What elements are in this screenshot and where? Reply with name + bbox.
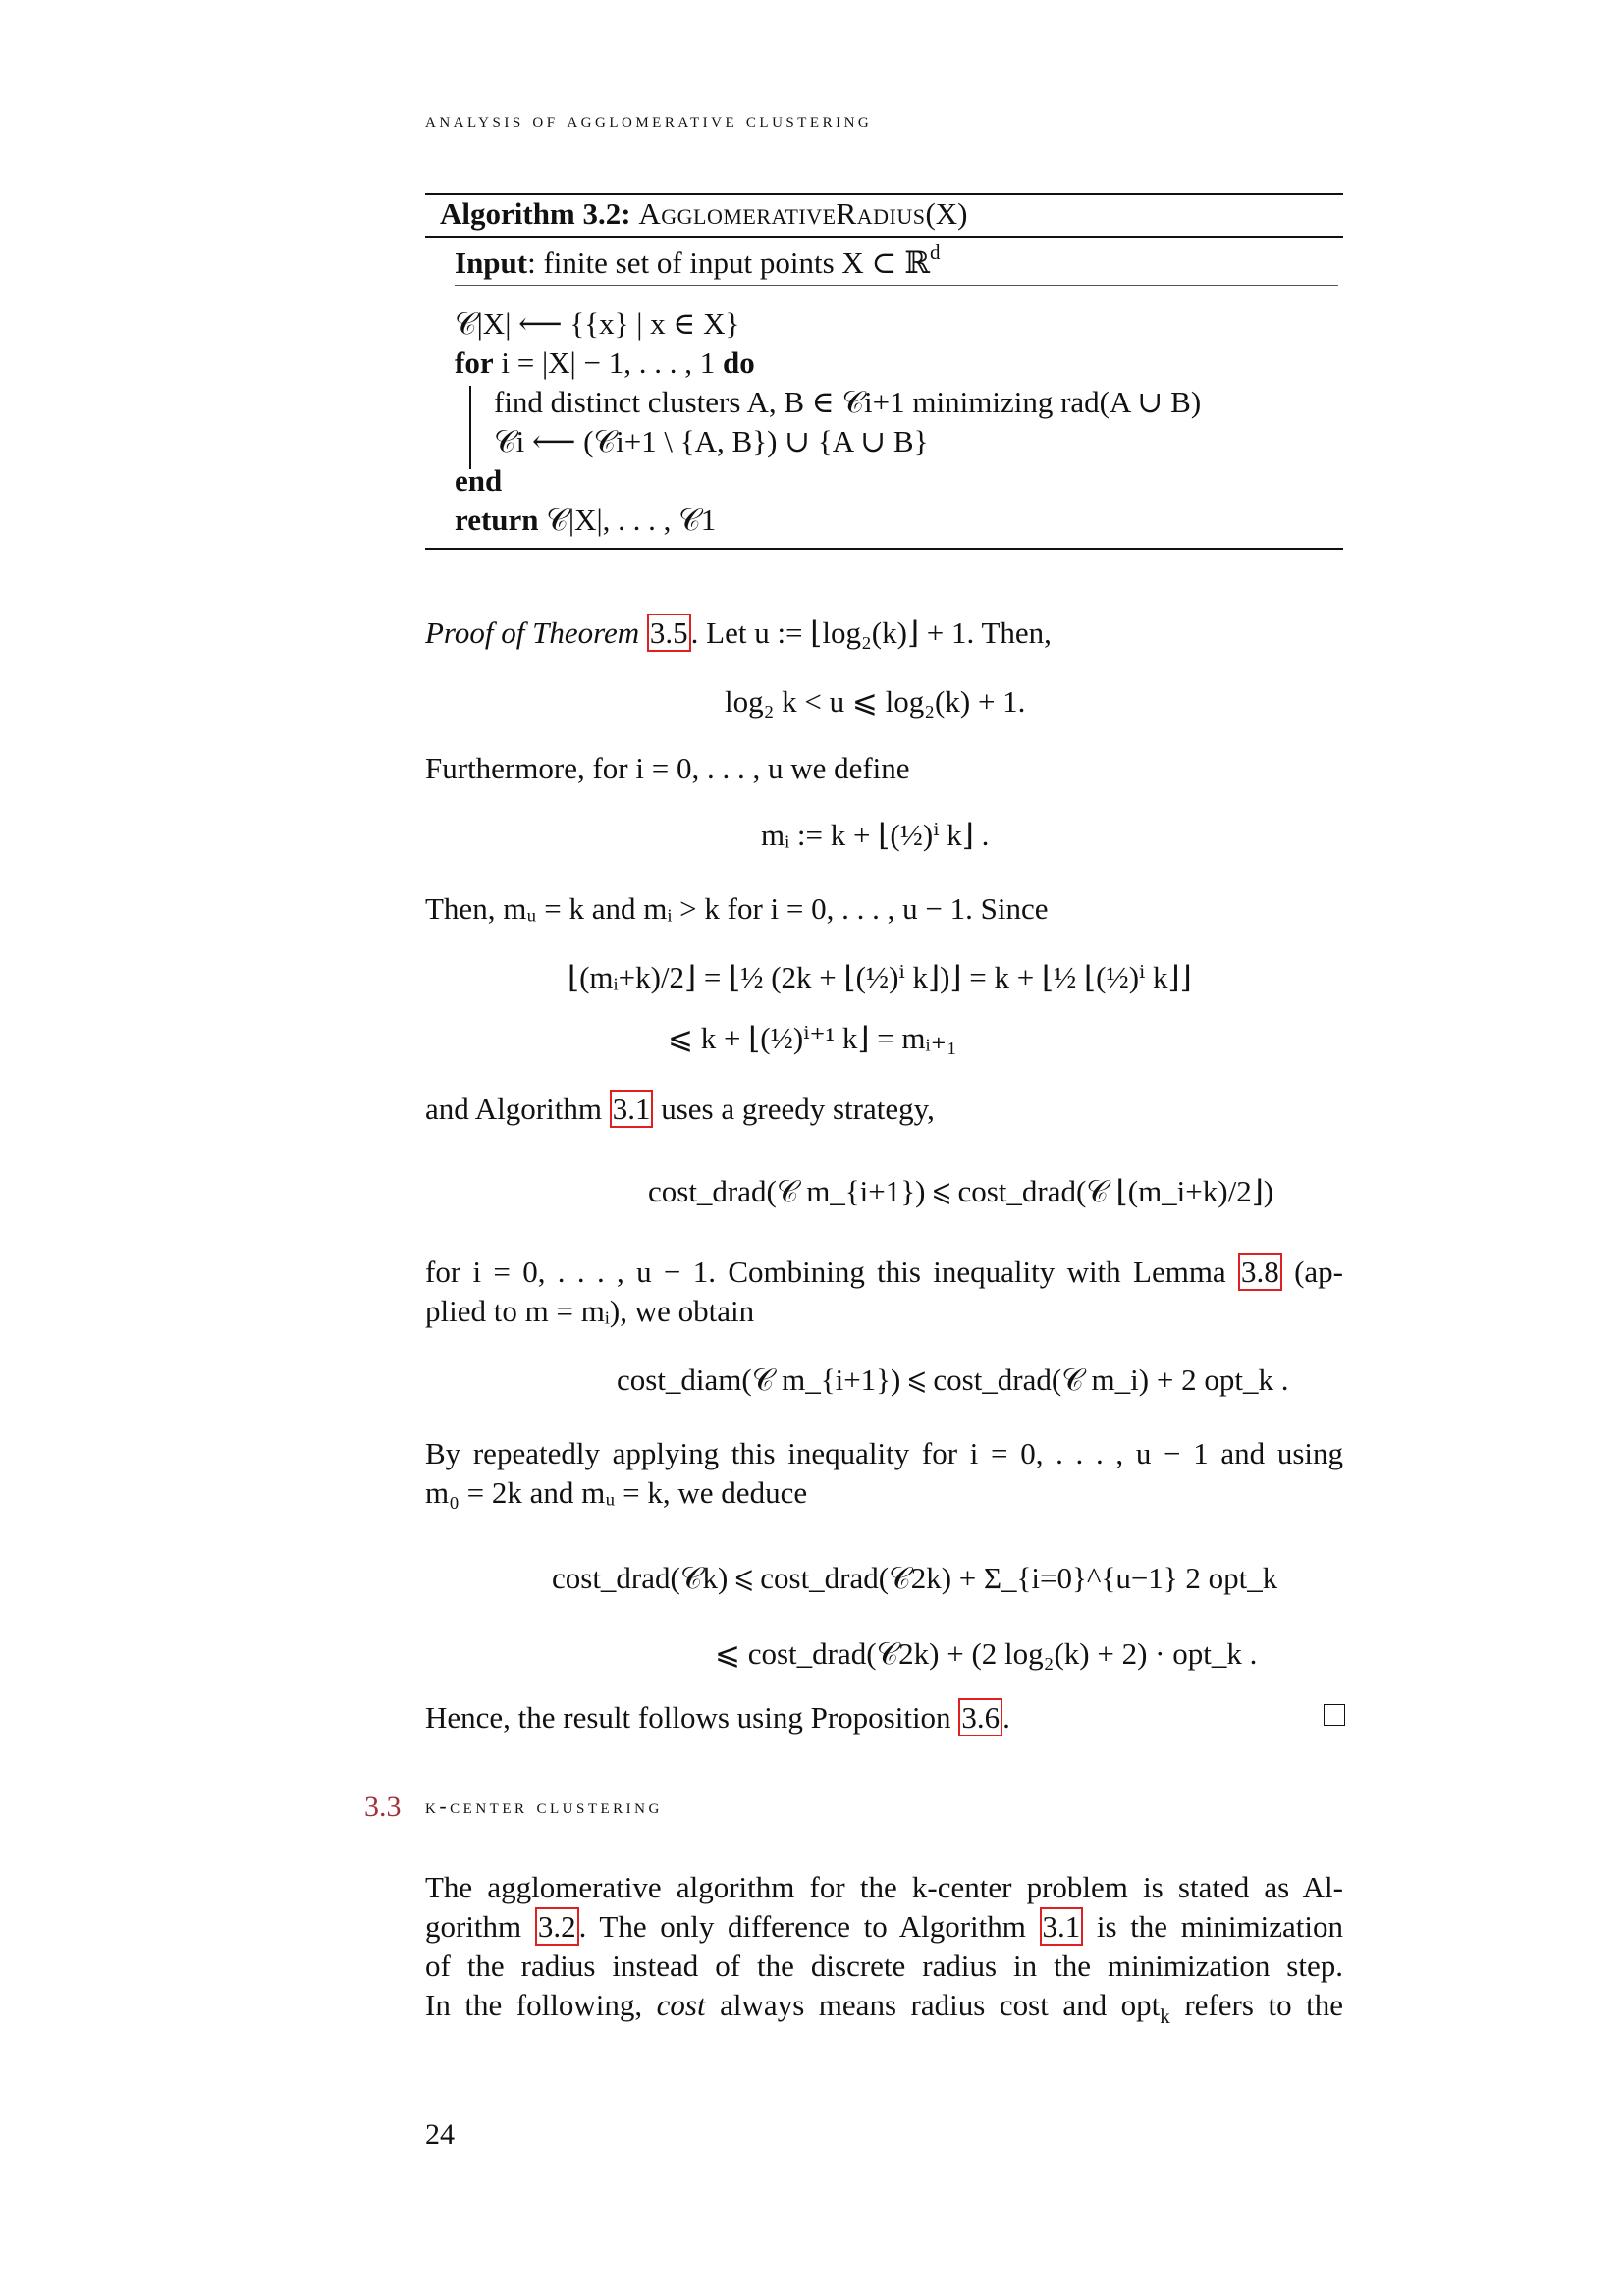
proof-line-3: Then, mᵤ = k and mᵢ > k for i = 0, . . . , u − 1. Since <box>425 891 1049 926</box>
equation-greedy: cost_drad(𝒞 m_{i+1}) ⩽ cost_drad(𝒞 ⌊(m_i+k)/2⌋) <box>648 1174 1274 1208</box>
section-text-2b: . The only difference to Algorithm <box>578 1909 1026 1944</box>
ref-algorithm-3-1[interactable]: 3.1 <box>610 1090 654 1128</box>
ref-theorem-3-5[interactable]: 3.5 <box>647 614 691 652</box>
ref-lemma-3-8[interactable]: 3.8 <box>1238 1253 1282 1291</box>
proof-line-8: m₀ = 2k and mᵤ = k, we deduce <box>425 1475 808 1510</box>
input-text: : finite set of input points X ⊂ ℝ <box>527 245 931 280</box>
for-range: i = |X| − 1, . . . , 1 <box>493 346 723 380</box>
algorithm-line-find: find distinct clusters A, B ∈ 𝒞i+1 minimizing rad(A ∪ B) <box>494 385 1202 419</box>
algorithm-block-bar <box>469 386 471 469</box>
algorithm-top-rule <box>425 193 1343 195</box>
section-line-2 <box>425 1909 1343 1945</box>
algorithm-line-for <box>455 346 755 381</box>
kw-end: end <box>455 463 503 498</box>
proof-text-4a: and Algorithm <box>425 1092 602 1126</box>
qed-icon <box>1324 1704 1345 1726</box>
equation-floor-b: ⩽ k + ⌊(½)ⁱ⁺¹ k⌋ = mᵢ₊₁ <box>668 1021 957 1055</box>
proof-line-7: By repeatedly applying this inequality for i = 0, . . . , u − 1 and using <box>425 1436 1343 1470</box>
equation-diam: cost_diam(𝒞 m_{i+1}) ⩽ cost_drad(𝒞 m_i) + 2 opt_k . <box>617 1362 1289 1397</box>
algorithm-line-end <box>455 463 502 499</box>
section-text-4a: In the following, <box>425 1988 643 2022</box>
input-label: Input <box>455 245 528 280</box>
algorithm-line-merge: 𝒞i ⟵ (𝒞i+1 \ {A, B}) ∪ {A ∪ B} <box>494 424 929 458</box>
equation-m-def: mᵢ := k + ⌊(½)ⁱ k⌋ . <box>761 818 990 852</box>
equation-sum-a: cost_drad(𝒞k) ⩽ cost_drad(𝒞2k) + Σ_{i=0}^{u−1} 2 opt_k <box>552 1561 1278 1595</box>
algorithm-input <box>455 240 941 281</box>
section-line-1: The agglomerative algorithm for the k-center problem is stated as Al- <box>425 1870 1343 1904</box>
algorithm-input-rule <box>455 285 1338 286</box>
proof-line-4 <box>425 1092 1343 1127</box>
proof-text-1: . Let u := ⌊log₂(k)⌋ + 1. Then, <box>690 615 1052 650</box>
proof-line-6: plied to m = mᵢ), we obtain <box>425 1294 755 1328</box>
section-text-2c: is the minimization <box>1083 1909 1344 1944</box>
algorithm-title-rule <box>425 236 1343 238</box>
algorithm-name: AgglomerativeRadius <box>638 196 926 231</box>
proof-text-5a: for i = 0, . . . , u − 1. Combining this inequality with Lemma <box>425 1255 1226 1289</box>
proof-line-2: Furthermore, for i = 0, . . . , u we define <box>425 751 910 785</box>
proof-text-9a: Hence, the result follows using Proposition <box>425 1700 951 1735</box>
equation-floor-a: ⌊(mᵢ+k)/2⌋ = ⌊½ (2k + ⌊(½)ⁱ k⌋)⌋ = k + ⌊½ ⌊(½)ⁱ k⌋⌋ <box>568 960 1192 994</box>
proof-text-9b: . <box>1002 1700 1010 1735</box>
algorithm-title <box>440 196 968 232</box>
equation-log-bound: log₂ k < u ⩽ log₂(k) + 1. <box>725 684 1026 719</box>
section-text-4c: refers to the <box>1169 1988 1343 2022</box>
section-text-4b: always means radius cost and opt <box>720 1988 1161 2022</box>
proof-text-4b: uses a greedy strategy, <box>653 1092 935 1126</box>
kw-do: do <box>722 346 755 380</box>
page-number: 24 <box>425 2118 455 2151</box>
kw-for: for <box>455 346 494 380</box>
algorithm-arg: (X) <box>925 196 968 231</box>
proof-line-1 <box>425 615 1343 651</box>
return-value: 𝒞|X|, . . . , 𝒞1 <box>538 503 717 537</box>
ref-algorithm-3-1-b[interactable]: 3.1 <box>1040 1907 1084 1946</box>
section-number: 3.3 <box>364 1790 402 1823</box>
algorithm-bottom-rule <box>425 548 1343 550</box>
proof-lead: Proof of Theorem <box>425 615 640 650</box>
input-sup: d <box>930 240 941 264</box>
algorithm-label: Algorithm 3.2: <box>440 196 631 231</box>
algorithm-line-return <box>455 503 716 539</box>
proof-line-5 <box>425 1255 1343 1290</box>
section-line-4 <box>425 1988 1343 2029</box>
kw-return: return <box>455 503 539 537</box>
ref-proposition-3-6[interactable]: 3.6 <box>958 1698 1002 1736</box>
running-header: analysis of agglomerative clustering <box>425 108 873 132</box>
section-text-sub: k <box>1160 2004 1170 2028</box>
equation-sum-b: ⩽ cost_drad(𝒞2k) + (2 log₂(k) + 2) · opt_k . <box>715 1636 1258 1671</box>
ref-algorithm-3-2[interactable]: 3.2 <box>535 1907 579 1946</box>
section-text-2a: gorithm <box>425 1909 522 1944</box>
section-text-cost: cost <box>656 1988 706 2022</box>
proof-text-5b: (ap- <box>1294 1255 1343 1289</box>
proof-line-9 <box>425 1700 1343 1735</box>
section-line-3: of the radius instead of the discrete radius in the minimization step. <box>425 1949 1343 1983</box>
section-title: k-center clustering <box>425 1793 663 1818</box>
algorithm-line-init: 𝒞|X| ⟵ {{x} | x ∈ X} <box>455 306 740 341</box>
